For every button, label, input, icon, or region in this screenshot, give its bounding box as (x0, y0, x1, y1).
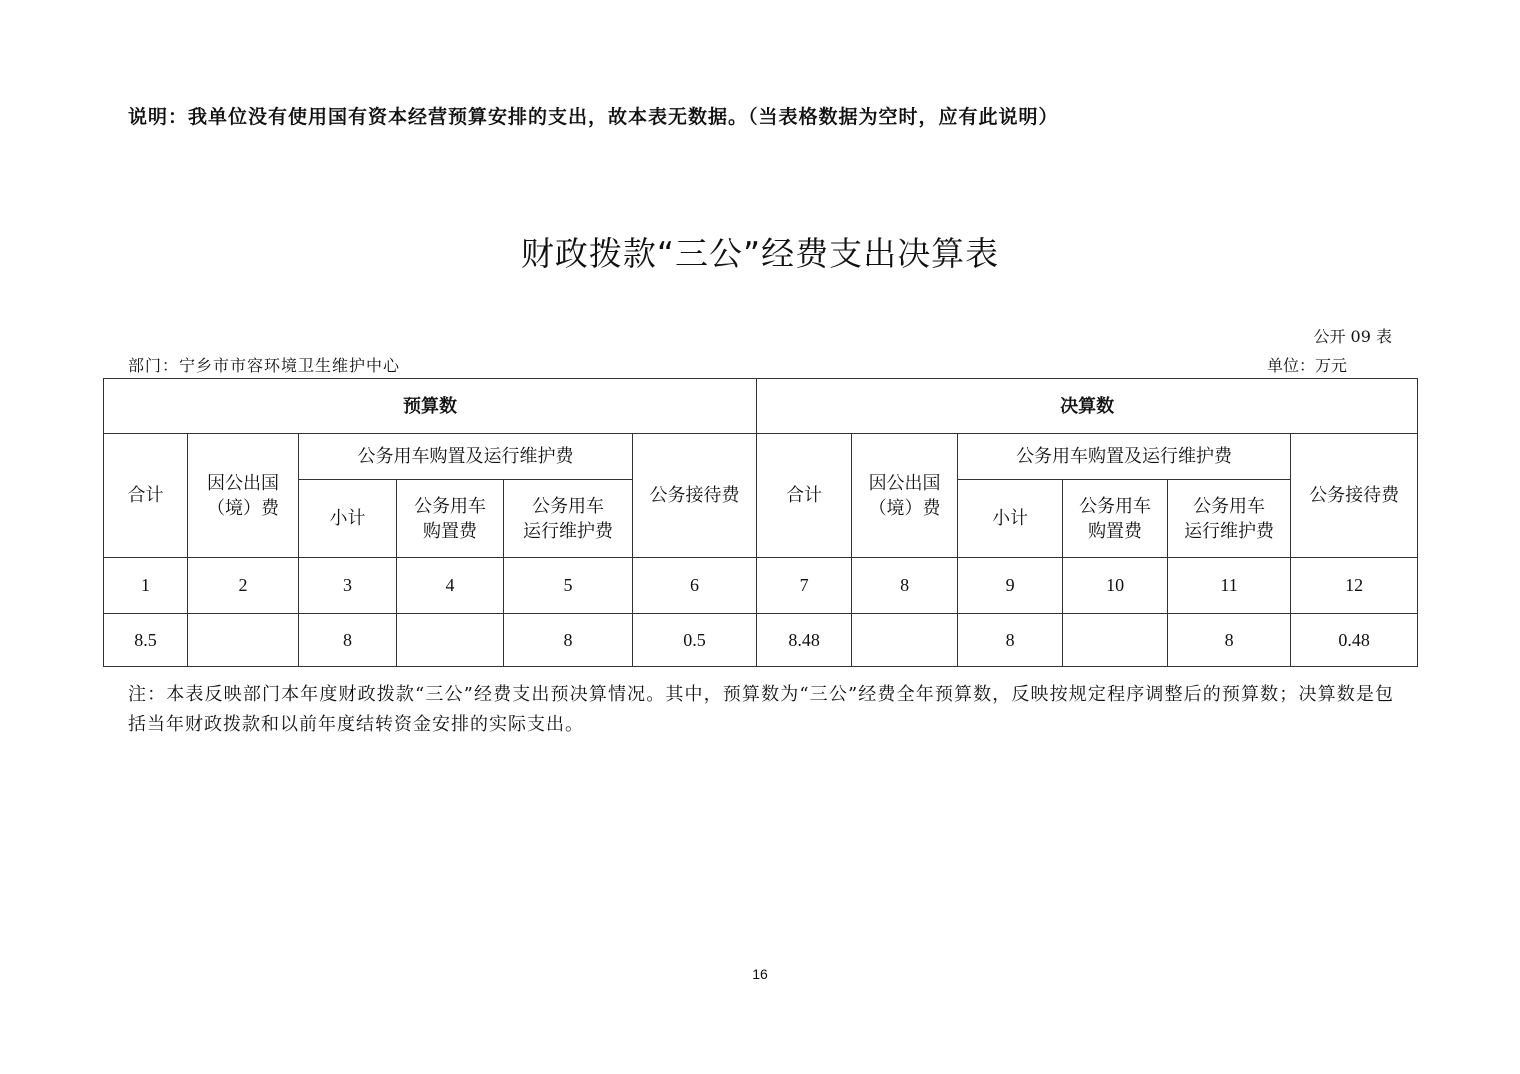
budget-subtotal-header: 小计 (299, 480, 397, 558)
value-cell (397, 614, 504, 667)
final-vehicle-group-header: 公务用车购置及运行维护费 (958, 434, 1291, 480)
col-number-cell: 4 (397, 558, 504, 614)
final-operation-header (1168, 480, 1291, 558)
value-cell: 0.48 (1291, 614, 1418, 667)
col-number-cell: 8 (852, 558, 958, 614)
final-subtotal-header: 小计 (958, 480, 1063, 558)
form-number: 公开 09 表 (1313, 327, 1392, 346)
value-cell: 8 (504, 614, 633, 667)
page-number: 16 (752, 966, 768, 982)
final-abroad-header (852, 434, 958, 558)
footnote: 注：本表反映部门本年度财政拨款“三公”经费支出预决算情况。其中，预算数为“三公”经费全年预算数，反映按规定程序调整后的预算数；决算数是包括当年财政拨款和以前年度结转资金安排的实际支出。 (128, 684, 1394, 735)
col-number-cell: 3 (299, 558, 397, 614)
value-cell: 8 (958, 614, 1063, 667)
final-group-header: 决算数 (757, 379, 1418, 434)
final-total-header: 合计 (757, 434, 852, 558)
col-number-cell: 12 (1291, 558, 1418, 614)
col-number-cell: 1 (104, 558, 188, 614)
col-number-cell: 7 (757, 558, 852, 614)
final-reception-header: 公务接待费 (1291, 434, 1418, 558)
purchase-header-line2: 购置费 (1088, 520, 1143, 542)
final-purchase-header (1063, 480, 1168, 558)
page-title: 财政拨款“三公”经费支出决算表 (520, 234, 1000, 273)
budget-vehicle-group-header: 公务用车购置及运行维护费 (299, 434, 633, 480)
budget-purchase-header (397, 480, 504, 558)
value-cell: 0.5 (633, 614, 757, 667)
operation-header-line2: 运行维护费 (523, 520, 613, 542)
value-cell: 8 (1168, 614, 1291, 667)
purchase-header-line1: 公务用车 (414, 495, 486, 517)
budget-group-header: 预算数 (104, 379, 757, 434)
budget-abroad-header (188, 434, 299, 558)
col-number-cell: 5 (504, 558, 633, 614)
purchase-header-line2: 购置费 (423, 520, 477, 542)
top-explanation-note: 说明：我单位没有使用国有资本经营预算安排的支出，故本表无数据。（当表格数据为空时，应有此说明） (128, 106, 1059, 128)
abroad-header-line2: （境）费 (207, 497, 279, 519)
col-number-cell: 10 (1063, 558, 1168, 614)
operation-header-line1: 公务用车 (1193, 495, 1266, 517)
value-cell: 8.48 (757, 614, 852, 667)
col-number-cell: 11 (1168, 558, 1291, 614)
group-header-row (104, 379, 1418, 434)
abroad-header-line2: （境）费 (868, 497, 941, 519)
value-cell (188, 614, 299, 667)
value-cell: 8 (299, 614, 397, 667)
unit-label: 单位：万元 (1267, 356, 1348, 375)
operation-header-line1: 公务用车 (532, 495, 604, 517)
header-row-1 (104, 434, 1418, 480)
operation-header-line2: 运行维护费 (1184, 520, 1275, 542)
col-number-cell: 6 (633, 558, 757, 614)
three-public-expense-table (103, 378, 1418, 667)
value-row (104, 614, 1418, 667)
abroad-header-line1: 因公出国 (207, 472, 279, 494)
col-number-cell: 2 (188, 558, 299, 614)
column-number-row (104, 558, 1418, 614)
purchase-header-line1: 公务用车 (1079, 495, 1152, 517)
value-cell (1063, 614, 1168, 667)
budget-reception-header: 公务接待费 (633, 434, 757, 558)
department-label: 部门：宁乡市市容环境卫生维护中心 (128, 356, 401, 375)
budget-total-header: 合计 (104, 434, 188, 558)
value-cell: 8.5 (104, 614, 188, 667)
budget-operation-header (504, 480, 633, 558)
abroad-header-line1: 因公出国 (868, 472, 941, 494)
col-number-cell: 9 (958, 558, 1063, 614)
value-cell (852, 614, 958, 667)
